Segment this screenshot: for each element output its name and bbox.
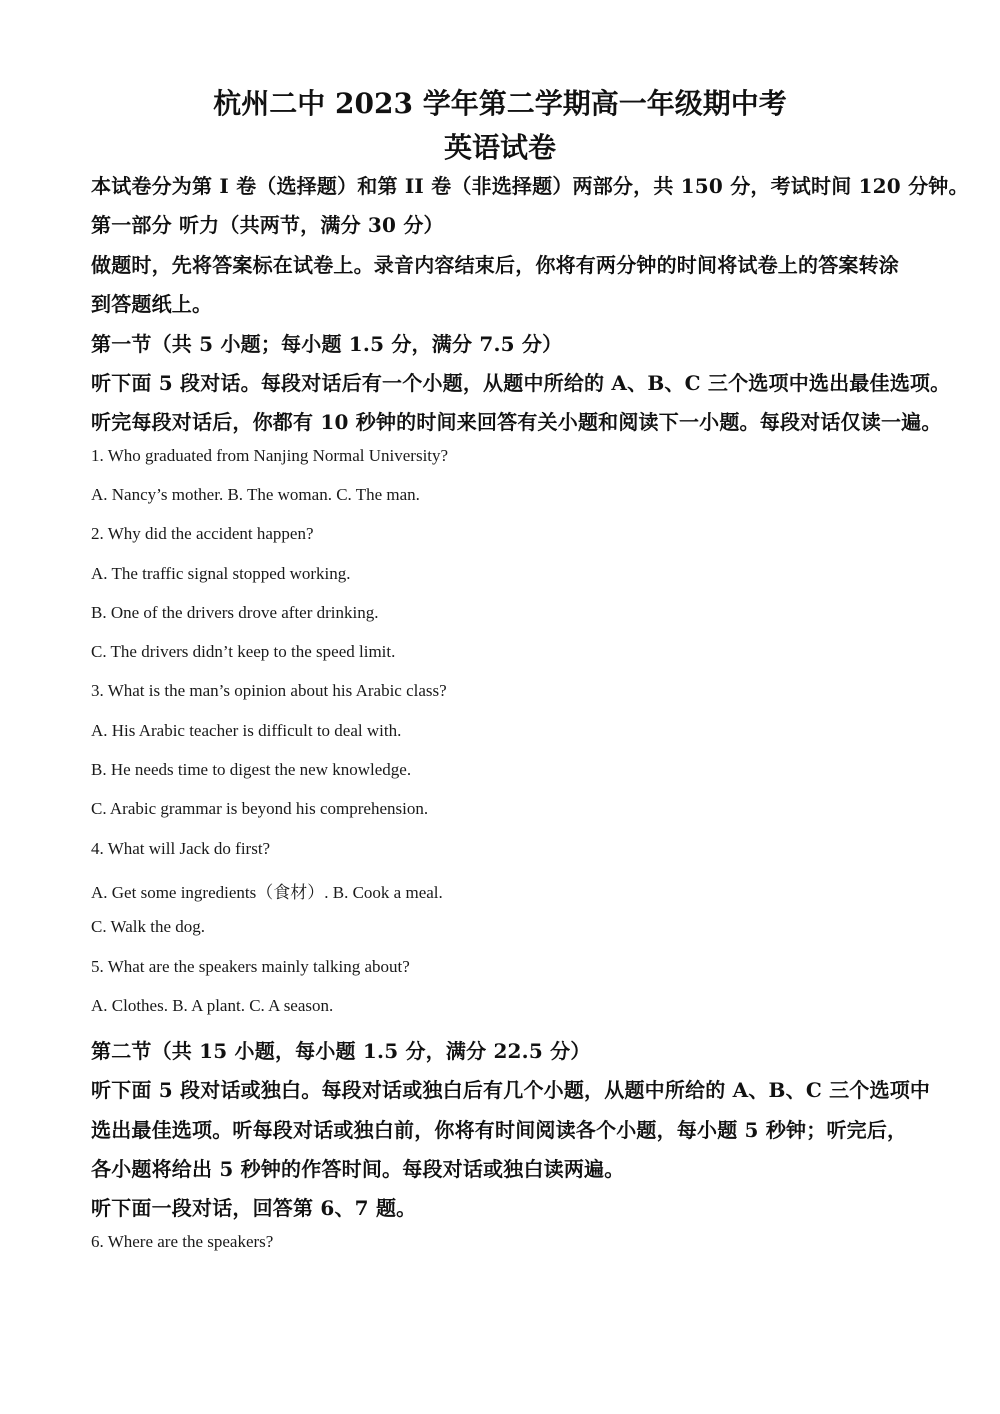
question-4-option-c: C. Walk the dog. <box>91 917 206 936</box>
section2-instruction-line3: 各小题将给出 5 秒钟的作答时间。每段对话或独白读两遍。 <box>91 1157 625 1181</box>
part1-instruction-line1: 做题时，先将答案标在试卷上。录音内容结束后，你将有两分钟的时间将试卷上的答案转涂 <box>91 253 899 277</box>
question-6: 6. Where are the speakers? <box>91 1232 274 1251</box>
question-4-options-ab: A. Get some ingredients（食材）. B. Cook a meal. <box>91 883 443 902</box>
exam-title: 杭州二中 2023 学年第二学期高一年级期中考 <box>213 87 787 120</box>
part1-heading: 第一部分 听力（共两节，满分 30 分） <box>91 213 444 237</box>
question-2-option-c: C. The drivers didn’t keep to the speed limit. <box>91 642 396 661</box>
question-3-option-c: C. Arabic grammar is beyond his comprehension. <box>91 799 429 818</box>
question-3: 3. What is the man’s opinion about his Arabic class? <box>91 681 447 700</box>
section1-heading: 第一节（共 5 小题；每小题 1.5 分，满分 7.5 分） <box>91 332 563 356</box>
section2-instruction-line2: 选出最佳选项。听每段对话或独白前，你将有时间阅读各个小题，每小题 5 秒钟；听完后， <box>91 1118 908 1142</box>
exam-subtitle: 英语试卷 <box>443 131 556 164</box>
question-5: 5. What are the speakers mainly talking about? <box>91 957 410 976</box>
question-3-option-b: B. He needs time to digest the new knowledge. <box>91 760 412 779</box>
question-1-options: A. Nancy’s mother. B. The woman. C. The man. <box>91 485 420 504</box>
dialogue-intro: 听下面一段对话，回答第 6、7 题。 <box>91 1196 417 1220</box>
question-2-option-b: B. One of the drivers drove after drinking. <box>91 603 379 622</box>
part1-instruction-line2: 到答题纸上。 <box>91 292 213 316</box>
question-1: 1. Who graduated from Nanjing Normal University? <box>91 446 449 465</box>
exam-intro: 本试卷分为第 I 卷（选择题）和第 II 卷（非选择题）两部分，共 150 分，考试时间 120 分钟。 <box>91 174 969 198</box>
question-5-options: A. Clothes. B. A plant. C. A season. <box>91 996 334 1015</box>
section1-instruction-line2: 听完每段对话后，你都有 10 秒钟的时间来回答有关小题和阅读下一小题。每段对话仅读一遍。 <box>91 410 942 434</box>
question-4: 4. What will Jack do first? <box>91 839 271 858</box>
section2-heading: 第二节（共 15 小题，每小题 1.5 分，满分 22.5 分） <box>91 1039 591 1063</box>
question-2: 2. Why did the accident happen? <box>91 524 314 543</box>
question-3-option-a: A. His Arabic teacher is difficult to deal with. <box>91 721 402 740</box>
question-2-option-a: A. The traffic signal stopped working. <box>91 564 351 583</box>
section2-instruction-line1: 听下面 5 段对话或独白。每段对话或独白后有几个小题，从题中所给的 A、B、C 三个选项中 <box>91 1078 931 1102</box>
section1-instruction-line1: 听下面 5 段对话。每段对话后有一个小题，从题中所给的 A、B、C 三个选项中选出最佳选项。 <box>91 371 951 395</box>
